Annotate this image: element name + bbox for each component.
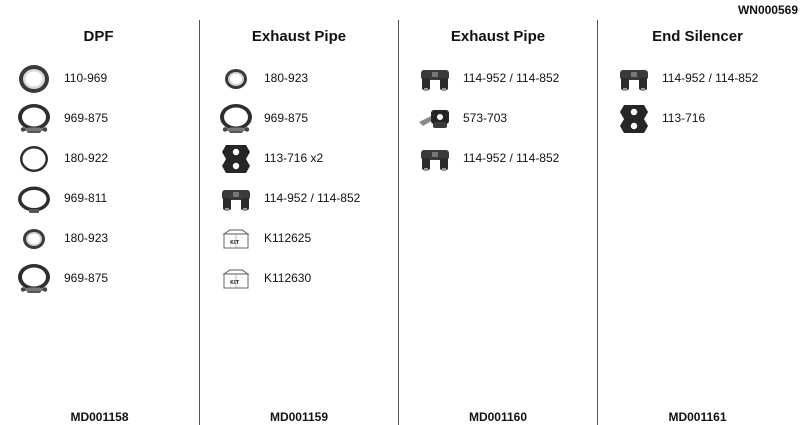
part-item (200, 62, 398, 102)
part-item (0, 182, 199, 222)
item-list (598, 62, 797, 142)
part-number: 180-922 (64, 151, 109, 165)
column-code: MD001159 (269, 410, 329, 424)
kit-box-icon (216, 262, 256, 296)
rubber-hanger-icon (614, 102, 654, 136)
part-item (399, 102, 597, 142)
column-code: MD001161 (668, 410, 727, 424)
rubber-mount-icon (415, 142, 455, 176)
column-title: DPF (83, 28, 114, 45)
part-number: 969-875 (64, 111, 109, 125)
part-item (200, 142, 398, 182)
flat-clamp-icon (14, 182, 54, 216)
part-number: K112625 (264, 231, 312, 245)
part-number: 180-923 (264, 71, 309, 85)
part-number: 113-716 (662, 111, 706, 125)
item-list (399, 62, 597, 182)
column-exhaust-pipe-1 (199, 20, 398, 425)
part-number: 969-875 (264, 111, 309, 125)
part-number: 114-952 / 114-852 (463, 71, 560, 85)
column-code: MD001160 (468, 410, 528, 424)
v-clamp-icon (14, 102, 54, 136)
part-number: 180-923 (64, 231, 109, 245)
column-title: Exhaust Pipe (251, 28, 347, 45)
v-clamp-icon (14, 262, 54, 296)
kit-box-icon (216, 222, 256, 256)
column-title: End Silencer (652, 28, 743, 45)
rubber-mount-icon (614, 62, 654, 96)
part-number: 969-875 (64, 271, 109, 285)
part-number: 114-952 / 114-852 (463, 151, 560, 165)
column-exhaust-pipe-2 (398, 20, 597, 425)
part-number: 969-811 (64, 191, 108, 205)
part-number: 573-703 (463, 111, 508, 125)
rubber-mount-icon (415, 62, 455, 96)
part-item (200, 222, 398, 262)
document-code: WN000569 (737, 3, 798, 17)
part-item (0, 222, 199, 262)
bracket-mount-icon (415, 102, 455, 136)
part-item (0, 102, 199, 142)
column-dpf (0, 20, 199, 425)
part-item (399, 142, 597, 182)
item-list (200, 62, 398, 302)
small-ring-icon (216, 62, 256, 96)
column-title: Exhaust Pipe (450, 28, 546, 45)
gasket-ring-icon (14, 62, 54, 96)
rubber-mount-icon (216, 182, 256, 216)
small-ring-icon (14, 222, 54, 256)
rubber-hanger-icon (216, 142, 256, 176)
part-item (598, 102, 797, 142)
column-code: MD001158 (70, 410, 129, 424)
part-item (598, 62, 797, 102)
part-item (200, 262, 398, 302)
svg-text:KIT: KIT (230, 280, 240, 286)
part-number: K112630 (264, 271, 312, 285)
part-item (399, 62, 597, 102)
part-item (0, 262, 199, 302)
thin-ring-icon (14, 142, 54, 176)
part-number: 110-969 (64, 71, 108, 85)
part-item (200, 102, 398, 142)
part-item (0, 62, 199, 102)
item-list (0, 62, 199, 302)
part-item (200, 182, 398, 222)
part-number: 114-952 / 114-852 (662, 71, 759, 85)
v-clamp-icon (216, 102, 256, 136)
part-item (0, 142, 199, 182)
part-number: 113-716 x2 (264, 151, 324, 165)
svg-text:KIT: KIT (230, 240, 240, 246)
part-number: 114-952 / 114-852 (264, 191, 361, 205)
column-end-silencer (597, 20, 797, 425)
